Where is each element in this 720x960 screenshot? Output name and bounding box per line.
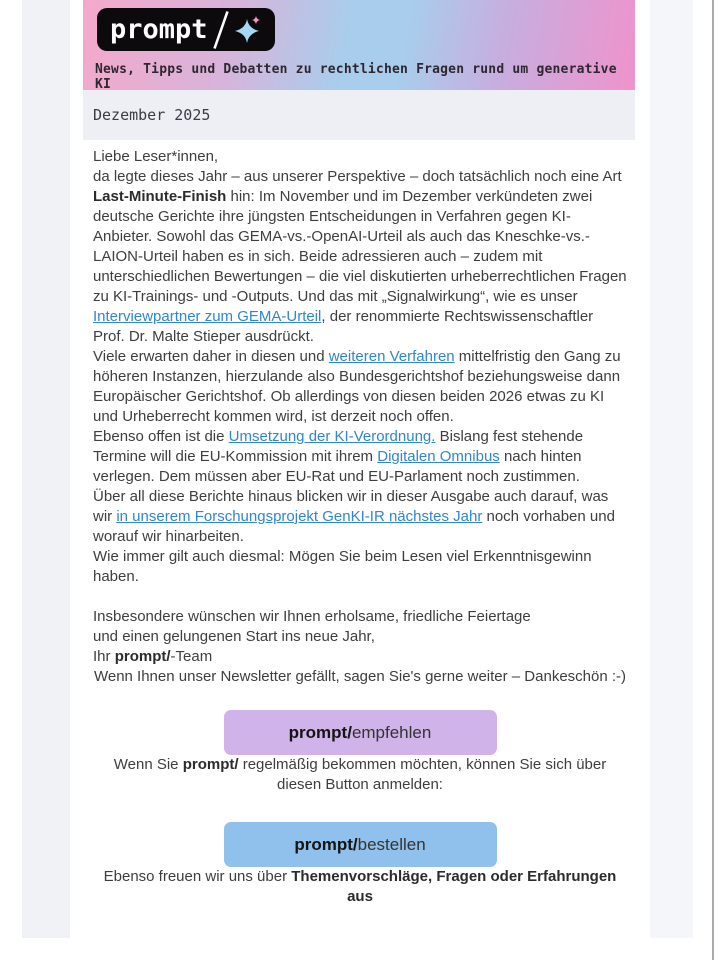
text-run: Wenn Sie	[113, 756, 183, 773]
recommend-button[interactable]	[224, 710, 497, 755]
bold-text: Themenvorschläge, Fragen oder Erfahrungen aus	[291, 868, 617, 905]
text-run: empfehlen	[351, 723, 432, 742]
text-run: nach hinten verlegen. Dem müssen aber EU-Rat und EU-Parlament noch zustimmen.	[93, 448, 582, 485]
bold-text: prompt/	[114, 648, 171, 665]
newsletter-header	[83, 0, 635, 90]
text-run: Ebenso offen ist die	[93, 428, 229, 445]
text-run: Über all diese Berichte hinaus blicken wir in dieser Ausgabe auch darauf, was wir	[93, 488, 609, 525]
bold-text: Last-Minute-Finish	[93, 188, 227, 205]
text-run: Ihr	[93, 648, 115, 665]
link-digitaler-omnibus[interactable]: Digitalen Omnibus	[377, 448, 500, 465]
text-run: Viele erwarten daher in diesen und	[93, 348, 329, 365]
right-gutter	[650, 0, 693, 938]
left-gutter	[22, 0, 70, 938]
link-interviewpartner-gema-urteil[interactable]: Interviewpartner zum GEMA-Urteil	[93, 308, 322, 325]
logo-wordmark: prompt	[110, 14, 208, 45]
slash-icon	[212, 10, 230, 50]
text-run: Liebe Leser*innen,	[93, 148, 219, 165]
text-run: bestellen	[357, 835, 426, 854]
link-weitere-verfahren[interactable]: weiteren Verfahren	[328, 348, 455, 365]
text-run: mittelfristig den Gang zu höheren Instanzen, hierzulande also Bundesgerichtshof beziehungsweise dann Europäischer Gerichtshof. Ob allerdings von diesen beiden 2026 etwas zu KI und Urheberrecht kommen wird, ist derzeit noch offen.	[93, 348, 621, 425]
text-run: , der renommierte Rechtswissenschaftler Prof. Dr. Malte Stieper ausdrückt.	[93, 308, 594, 345]
email-body	[83, 140, 635, 907]
issue-date: Dezember 2025	[93, 106, 211, 124]
text-run: Insbesondere wünschen wir Ihnen erholsame, friedliche Feiertage	[93, 608, 531, 625]
text-run: -Team	[170, 648, 213, 665]
email-content	[83, 0, 635, 907]
share-note: Wenn Ihnen unser Newsletter gefällt, sagen Sie's gerne weiter – Dankeschön :-)	[93, 668, 627, 685]
link-forschungsprojekt-genki-ir[interactable]: in unserem Forschungsprojekt GenKI-IR nächstes Jahr	[116, 508, 483, 525]
sparkle-icon	[233, 15, 263, 45]
issue-date-band	[83, 90, 635, 140]
text-run: regelmäßig bekommen möchten, können Sie sich über diesen Button anmelden:	[238, 756, 607, 793]
feedback-note	[93, 867, 627, 907]
text-run: Wie immer gilt auch diesmal: Mögen Sie beim Lesen viel Erkenntnisgewinn haben.	[93, 548, 592, 585]
text-run: da legte dieses Jahr – aus unserer Perspektive – doch tatsächlich noch eine Art	[93, 168, 622, 185]
text-run: noch vorhaben und worauf wir hinarbeiten.	[93, 508, 615, 545]
bold-text: prompt/	[294, 835, 358, 854]
subscribe-button[interactable]	[224, 822, 497, 867]
intro-paragraph	[93, 147, 627, 587]
text-run: Bislang fest stehende Termine will die EU-Kommission mit ihrem	[93, 428, 584, 465]
newsletter-tagline: News, Tipps und Debatten zu rechtlichen Fragen rund um generative KI	[95, 62, 617, 92]
bold-text: prompt/	[182, 756, 239, 773]
scrollbar[interactable]	[712, 0, 714, 960]
text-run: Ebenso freuen wir uns über	[103, 868, 292, 885]
subscribe-note	[93, 755, 627, 795]
link-umsetzung-ki-verordnung[interactable]: Umsetzung der KI-Verordnung.	[228, 428, 436, 445]
bold-text: prompt/	[288, 723, 352, 742]
text-run: und einen gelungenen Start ins neue Jahr,	[93, 628, 375, 645]
closing-paragraph	[93, 607, 627, 667]
text-run: hin: Im November und im Dezember verkündeten zwei deutsche Gerichte ihre jüngsten Entscheidungen in Verfahren gegen KI-Anbieter. Sowohl das GEMA-vs.-OpenAI-Urteil als auch das Kneschke-vs.-LAION-Urteil haben es in sich. Beide adressieren auch – zudem mit unterschiedlichen Bewertungen – die viel diskutierten urheberrechtlichen Fragen zu KI-Trainings- und -Outputs. Und das mit „Signalwirkung“, wie es unser	[93, 188, 627, 305]
prompt-logo	[97, 8, 275, 51]
